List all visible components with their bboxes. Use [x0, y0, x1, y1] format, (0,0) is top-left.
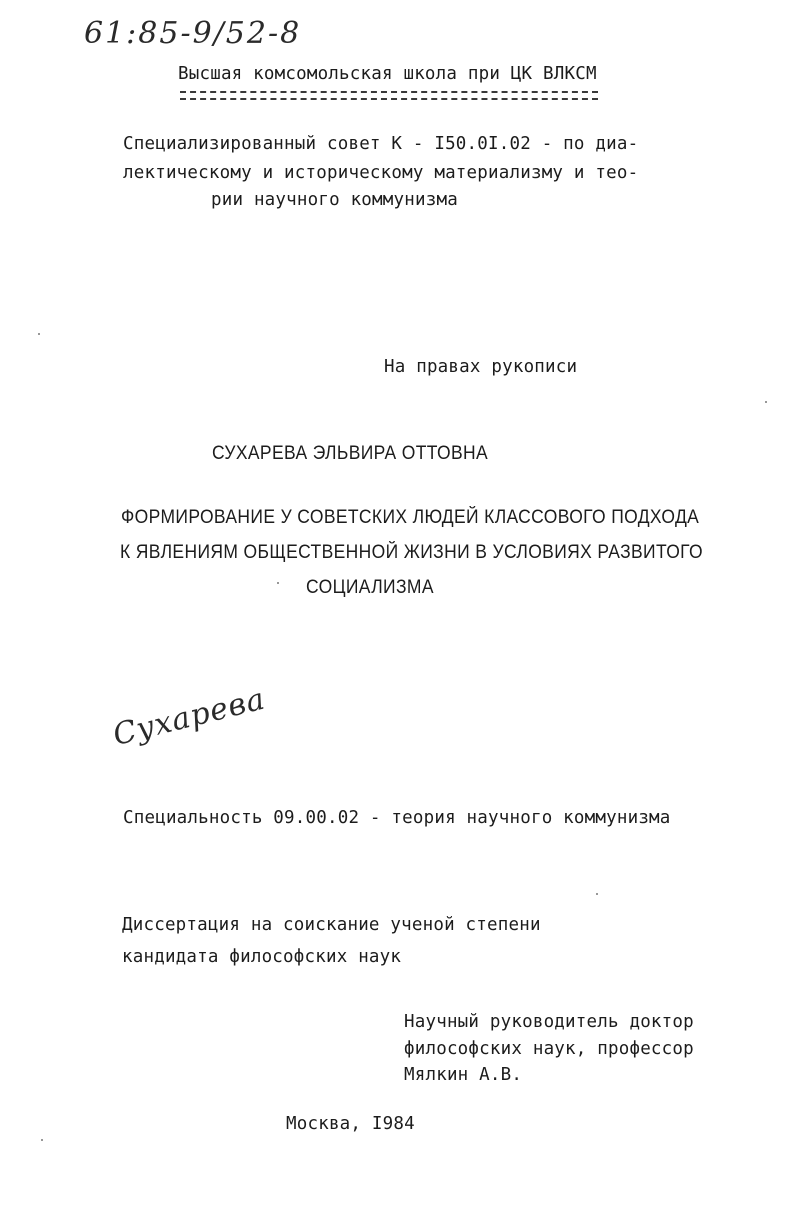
dissertation-line-1: Диссертация на соискание ученой степени — [122, 915, 541, 935]
institution-underline-second — [180, 98, 598, 100]
thesis-title-line-1: ФОРМИРОВАНИЕ У СОВЕТСКИХ ЛЮДЕЙ КЛАССОВОГО ПОДХОДА — [121, 507, 700, 528]
council-line-1: Специализированный совет К - I50.0I.02 - по диа- — [123, 134, 639, 154]
author-name: СУХАРЕВА ЭЛЬВИРА ОТТОВНА — [212, 443, 489, 464]
author-signature: Сухарева — [109, 681, 269, 753]
council-line-2: лектическому и историческому материализму и тео- — [123, 163, 639, 183]
supervisor-line-3: Мялкин А.В. — [404, 1065, 523, 1085]
paper-speck — [41, 1139, 43, 1141]
paper-speck — [277, 582, 279, 584]
supervisor-line-2: философских наук, профессор — [404, 1039, 694, 1059]
dissertation-line-2: кандидата философских наук — [122, 947, 402, 967]
manuscript-rights-note: На правах рукописи — [384, 357, 578, 377]
specialty-line: Специальность 09.00.02 - теория научного коммунизма — [123, 808, 671, 828]
institution-underline — [180, 91, 598, 93]
council-line-3: рии научного коммунизма — [211, 190, 458, 210]
institution-name: Высшая комсомольская школа при ЦК ВЛКСМ — [178, 64, 597, 84]
paper-speck — [765, 401, 767, 403]
place-and-year: Москва, I984 — [286, 1114, 415, 1134]
paper-speck — [38, 333, 40, 335]
thesis-title-line-2: К ЯВЛЕНИЯМ ОБЩЕСТВЕННОЙ ЖИЗНИ В УСЛОВИЯХ РАЗВИТОГО — [120, 542, 704, 563]
supervisor-line-1: Научный руководитель доктор — [404, 1012, 694, 1032]
thesis-title-line-3: СОЦИАЛИЗМА — [306, 577, 434, 598]
handwritten-archive-code: 61:85-9/52-8 — [84, 16, 302, 51]
paper-speck — [596, 893, 598, 895]
